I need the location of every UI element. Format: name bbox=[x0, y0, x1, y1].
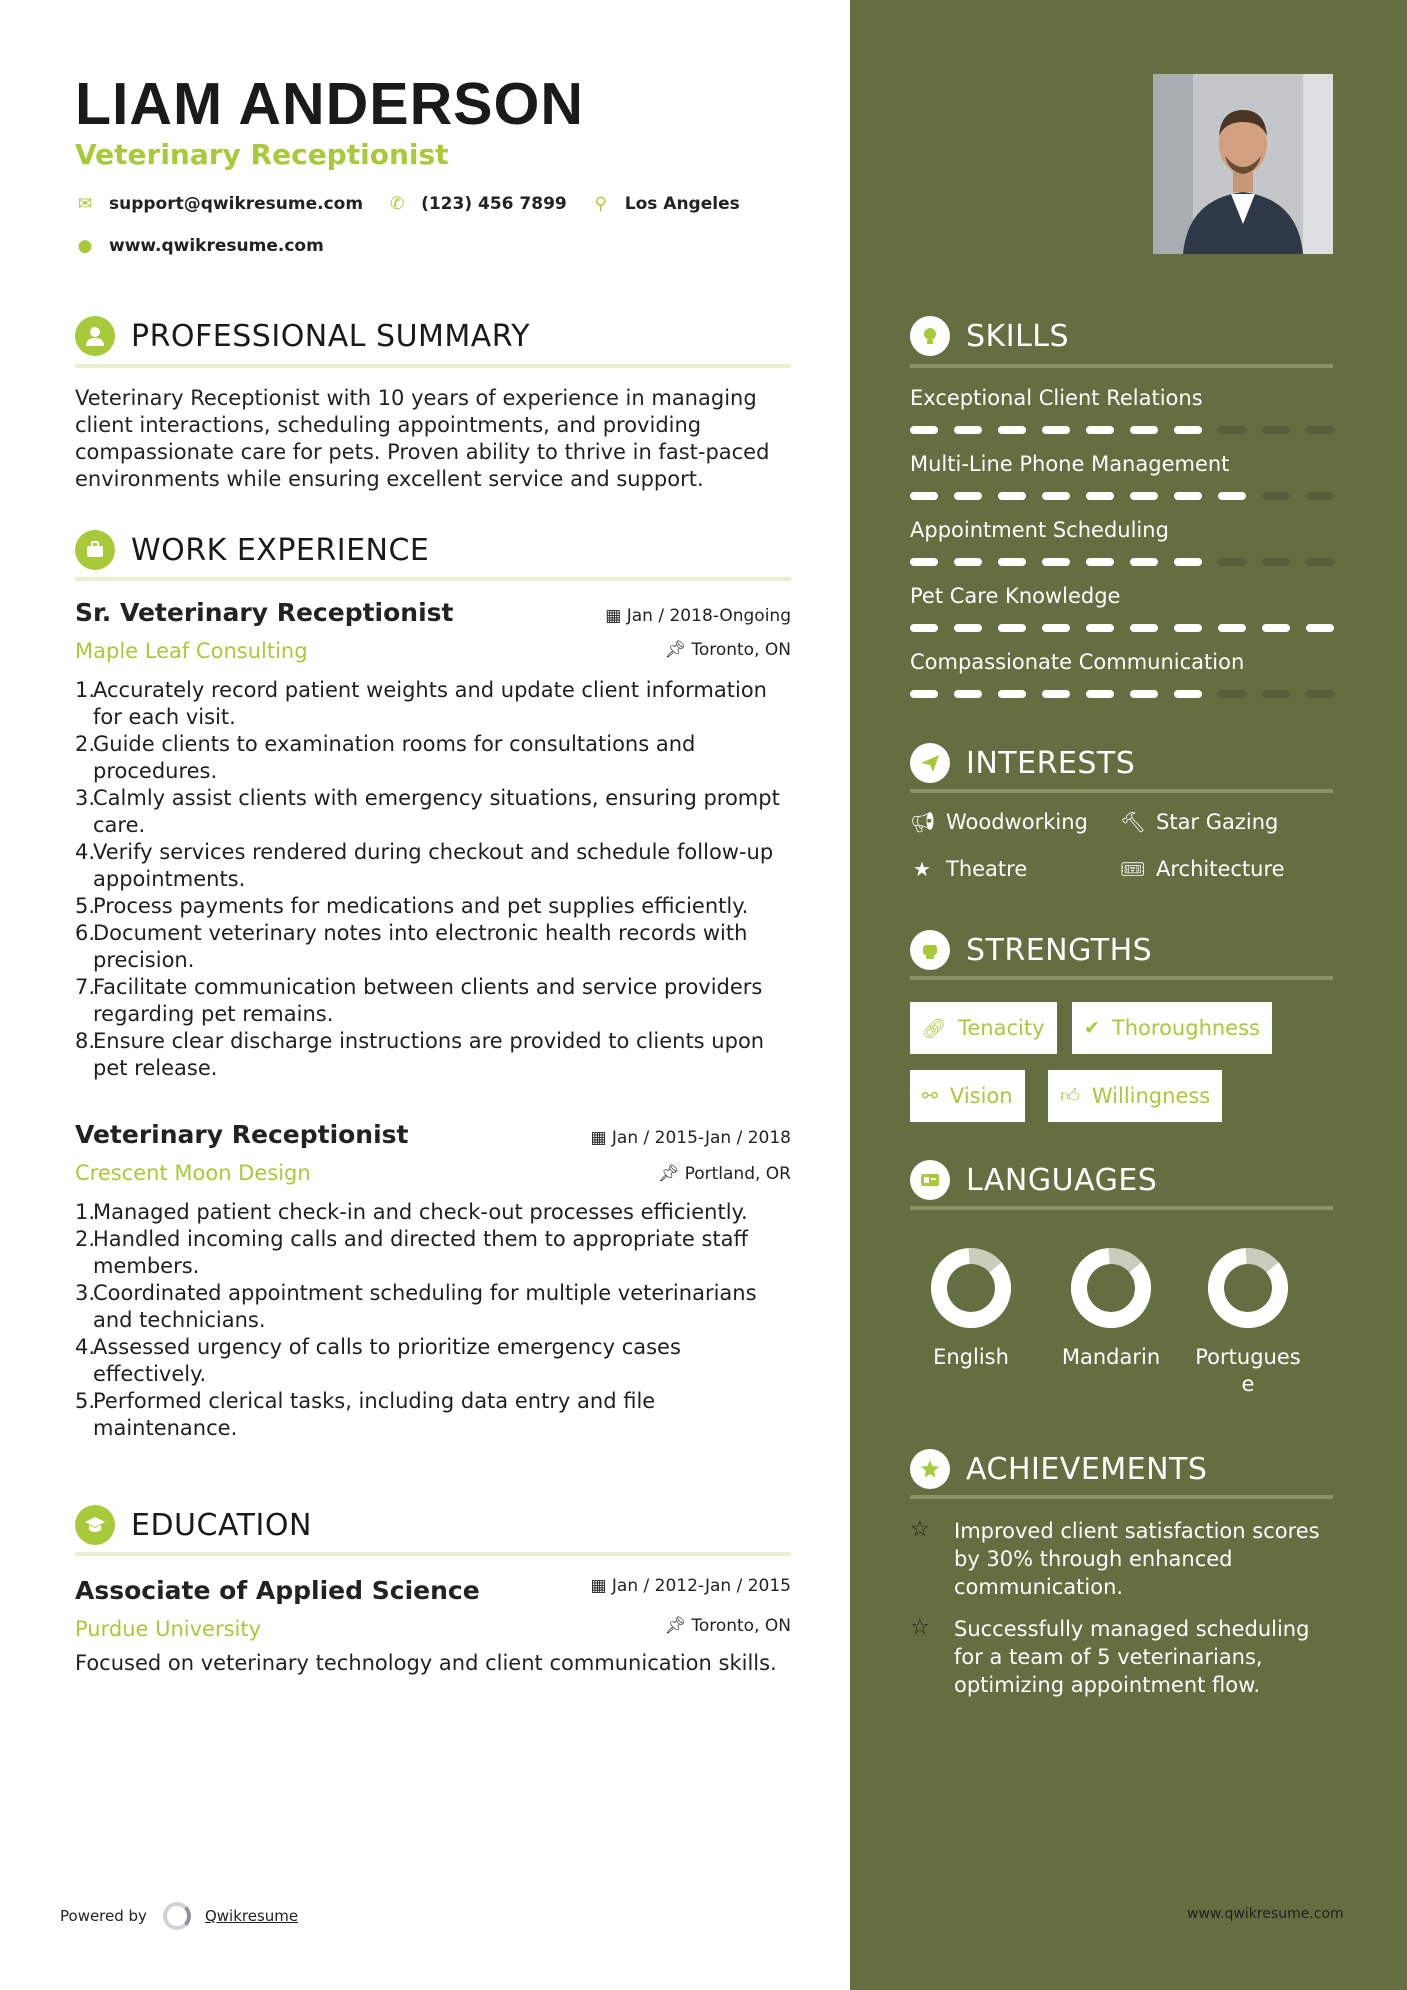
binoculars-icon: ⚯ bbox=[922, 1085, 938, 1107]
interests-rule bbox=[910, 789, 1333, 793]
interest-item: 📢︎ Woodworking bbox=[910, 810, 1088, 834]
skill-bar bbox=[910, 426, 1334, 434]
interest-item: 🎟︎ Architecture bbox=[1120, 857, 1285, 881]
skill-segment bbox=[1086, 492, 1114, 500]
star-icon: ★ bbox=[913, 857, 931, 881]
education-entry bbox=[75, 1576, 791, 1675]
list-item: 4. Verify services rendered during checkout and schedule follow-up appointments. bbox=[75, 840, 774, 891]
skill-segment bbox=[954, 558, 982, 566]
skill-segment bbox=[998, 558, 1026, 566]
phone-icon: ✆ bbox=[389, 194, 405, 214]
skill-bar bbox=[910, 492, 1334, 500]
skill-segment bbox=[1218, 492, 1246, 500]
list-item: 5. Performed clerical tasks, including data entry and file maintenance. bbox=[75, 1389, 656, 1440]
skill-segment bbox=[954, 624, 982, 632]
experience-rule bbox=[75, 577, 791, 581]
achievement-item: ☆ Successfully managed scheduling for a team of 5 veterinarians, optimizing appointment flow. bbox=[910, 1615, 1310, 1697]
education-date: ▦ Jan / 2012-Jan / 2015 bbox=[590, 1576, 791, 1596]
education-note: Focused on veterinary technology and client communication skills. bbox=[75, 1651, 777, 1675]
fist-icon bbox=[910, 930, 950, 970]
interest-item: 🔨︎ Star Gazing bbox=[1120, 810, 1279, 834]
job-location: 📌︎ Toronto, ON bbox=[664, 640, 791, 660]
job-date: ▦ Jan / 2015-Jan / 2018 bbox=[590, 1128, 791, 1148]
skill-label: Compassionate Communication bbox=[910, 650, 1245, 674]
job-entry-1 bbox=[75, 598, 791, 1082]
skill-segment bbox=[1086, 558, 1114, 566]
interest-item: ★ Theatre bbox=[910, 857, 1027, 881]
education-location: 📌︎ Toronto, ON bbox=[664, 1616, 791, 1636]
skill-bar bbox=[910, 690, 1334, 698]
job-date: ▦ Jan / 2018-Ongoing bbox=[605, 606, 791, 626]
skill-segment bbox=[1042, 492, 1070, 500]
languages-rule bbox=[910, 1206, 1333, 1210]
language-ring bbox=[1206, 1246, 1290, 1330]
achievements-heading: ACHIEVEMENTS bbox=[910, 1449, 1207, 1489]
list-item: 7. Facilitate communication between clients and service providers regarding pet remains. bbox=[75, 975, 763, 1026]
summary-heading: PROFESSIONAL SUMMARY bbox=[75, 316, 530, 356]
job-location: 📌︎ Portland, OR bbox=[657, 1164, 791, 1184]
skill-segment bbox=[1042, 690, 1070, 698]
strength-tag: 👍︎ Willingness bbox=[1048, 1070, 1222, 1122]
skill-segment bbox=[998, 426, 1026, 434]
globe-icon: ● bbox=[77, 236, 93, 256]
language-item: Mandarin bbox=[1051, 1246, 1171, 1371]
skill-segment bbox=[1218, 558, 1246, 566]
calendar-icon: ▦ bbox=[590, 1128, 612, 1148]
skill-segment bbox=[1218, 624, 1246, 632]
lightbulb-icon bbox=[910, 316, 950, 356]
skill-bar bbox=[910, 558, 1334, 566]
graduation-icon bbox=[75, 1505, 115, 1545]
skill-segment bbox=[1042, 624, 1070, 632]
job-duties bbox=[75, 677, 791, 1082]
education-rule bbox=[75, 1552, 791, 1556]
contact-row-2 bbox=[75, 236, 348, 256]
skill-segment bbox=[1306, 426, 1334, 434]
skill-segment bbox=[1174, 492, 1202, 500]
skill-segment bbox=[954, 492, 982, 500]
summary-rule bbox=[75, 364, 791, 368]
list-item: 6. Document veterinary notes into electronic health records with precision. bbox=[75, 921, 748, 972]
skill-bar bbox=[910, 624, 1334, 632]
skill-segment bbox=[1262, 426, 1290, 434]
pushpin-icon: 📌︎ bbox=[664, 640, 692, 660]
skill-segment bbox=[998, 624, 1026, 632]
skill-segment bbox=[1306, 624, 1334, 632]
degree: Associate of Applied Science bbox=[75, 1576, 480, 1605]
shooting-star-icon: ☆ bbox=[910, 1517, 930, 1542]
phone: (123) 456 7899 bbox=[421, 194, 567, 214]
job-title: Veterinary Receptionist bbox=[75, 1120, 409, 1149]
language-ring bbox=[929, 1246, 1013, 1330]
strength-tag: 🔗︎ Tenacity bbox=[910, 1002, 1057, 1054]
footer-site[interactable]: www.qwikresume.com bbox=[1187, 1906, 1344, 1922]
job-title: Sr. Veterinary Receptionist bbox=[75, 598, 454, 627]
school: Purdue University bbox=[75, 1617, 262, 1641]
language-card-icon bbox=[910, 1160, 950, 1200]
map-pin-icon: ⚲ bbox=[594, 194, 607, 214]
ticket-icon: 🎟︎ bbox=[1120, 857, 1146, 881]
gavel-icon: 🔨︎ bbox=[1120, 810, 1146, 834]
thumbs-up-icon: 👍︎ bbox=[1060, 1084, 1080, 1107]
skill-label: Appointment Scheduling bbox=[910, 518, 1169, 542]
achievements-rule bbox=[910, 1495, 1333, 1499]
qwikresume-logo-icon bbox=[163, 1902, 191, 1930]
skill-segment bbox=[1130, 624, 1158, 632]
skill-segment bbox=[1042, 426, 1070, 434]
skill-segment bbox=[1042, 558, 1070, 566]
language-item: English bbox=[911, 1246, 1031, 1371]
strengths-heading: STRENGTHS bbox=[910, 930, 1152, 970]
skill-segment bbox=[998, 492, 1026, 500]
interests-heading: INTERESTS bbox=[910, 743, 1135, 783]
skill-segment bbox=[1262, 624, 1290, 632]
skill-segment bbox=[1262, 690, 1290, 698]
list-item: 1. Accurately record patient weights and update client information for each visit. bbox=[75, 678, 767, 729]
skill-segment bbox=[1130, 558, 1158, 566]
skill-segment bbox=[1262, 492, 1290, 500]
skill-label: Pet Care Knowledge bbox=[910, 584, 1121, 608]
list-item: 1. Managed patient check-in and check-out processes efficiently. bbox=[75, 1200, 748, 1224]
email[interactable]: support@qwikresume.com bbox=[109, 194, 364, 214]
skill-label: Exceptional Client Relations bbox=[910, 386, 1203, 410]
list-item: 8. Ensure clear discharge instructions are provided to clients upon pet release. bbox=[75, 1029, 765, 1080]
job-company: Maple Leaf Consulting bbox=[75, 639, 308, 663]
check-icon: ✔ bbox=[1084, 1017, 1100, 1039]
skill-segment bbox=[910, 690, 938, 698]
skill-label: Multi-Line Phone Management bbox=[910, 452, 1230, 476]
list-item: 3. Calmly assist clients with emergency situations, ensuring prompt care. bbox=[75, 786, 780, 837]
skill-segment bbox=[1262, 558, 1290, 566]
skill-segment bbox=[910, 558, 938, 566]
powered-by: Powered by Qwikresume bbox=[60, 1902, 298, 1930]
pushpin-icon: 📌︎ bbox=[657, 1164, 685, 1184]
list-item: 2. Guide clients to examination rooms for consultations and procedures. bbox=[75, 732, 696, 783]
candidate-name: LIAM ANDERSON bbox=[75, 71, 585, 137]
skill-segment bbox=[1174, 690, 1202, 698]
education-heading: EDUCATION bbox=[75, 1505, 312, 1545]
list-item: 5. Process payments for medications and pet supplies efficiently. bbox=[75, 894, 749, 918]
briefcase-icon bbox=[75, 530, 115, 570]
calendar-icon: ▦ bbox=[605, 606, 627, 626]
skill-segment bbox=[1306, 492, 1334, 500]
job-duties bbox=[75, 1199, 791, 1442]
skill-segment bbox=[1130, 426, 1158, 434]
skill-segment bbox=[1174, 558, 1202, 566]
list-item: 4. Assessed urgency of calls to prioritize emergency cases effectively. bbox=[75, 1335, 681, 1386]
strength-tag: ⚯ Vision bbox=[910, 1070, 1025, 1122]
summary-text: Veterinary Receptionist with 10 years of experience in managing client interactions, scheduling appointments, and providing compassionate care for pets. Proven ability to thrive in fast-paced environments while ensuring excellent service and support. bbox=[75, 386, 770, 491]
experience-heading: WORK EXPERIENCE bbox=[75, 530, 429, 570]
strength-tag: ✔ Thoroughness bbox=[1072, 1002, 1272, 1054]
achievement-item: ☆ Improved client satisfaction scores by 30% through enhanced communication. bbox=[910, 1517, 1320, 1599]
skill-segment bbox=[998, 690, 1026, 698]
skill-segment bbox=[1306, 690, 1334, 698]
skill-segment bbox=[1130, 690, 1158, 698]
list-item: 2. Handled incoming calls and directed them to appropriate staff members. bbox=[75, 1227, 748, 1278]
qwikresume-link[interactable]: Qwikresume bbox=[204, 1907, 299, 1925]
skills-heading: SKILLS bbox=[910, 316, 1069, 356]
skill-segment bbox=[1174, 426, 1202, 434]
skill-segment bbox=[910, 492, 938, 500]
contact-row-1 bbox=[75, 194, 764, 214]
skill-segment bbox=[910, 426, 938, 434]
website[interactable]: www.qwikresume.com bbox=[109, 236, 324, 256]
skill-segment bbox=[1218, 690, 1246, 698]
job-company: Crescent Moon Design bbox=[75, 1161, 311, 1185]
candidate-title: Veterinary Receptionist bbox=[75, 138, 449, 171]
envelope-icon: ✉ bbox=[77, 194, 93, 214]
languages-heading: LANGUAGES bbox=[910, 1160, 1157, 1200]
job-entry-2 bbox=[75, 1120, 791, 1442]
star-badge-icon bbox=[910, 1449, 950, 1489]
strengths-rule bbox=[910, 976, 1333, 980]
profile-photo bbox=[1153, 74, 1333, 254]
skill-segment bbox=[1306, 558, 1334, 566]
skill-segment bbox=[1130, 492, 1158, 500]
calendar-icon: ▦ bbox=[590, 1576, 612, 1596]
skill-segment bbox=[1086, 690, 1114, 698]
link-icon: 🔗︎ bbox=[922, 1017, 947, 1040]
location: Los Angeles bbox=[624, 194, 740, 214]
skill-segment bbox=[1218, 426, 1246, 434]
language-ring bbox=[1069, 1246, 1153, 1330]
language-item: Portuguese bbox=[1192, 1246, 1304, 1398]
user-icon bbox=[75, 316, 115, 356]
skill-segment bbox=[1086, 624, 1114, 632]
skills-rule bbox=[910, 364, 1333, 368]
pushpin-icon: 📌︎ bbox=[664, 1616, 692, 1636]
bullhorn-icon: 📢︎ bbox=[910, 810, 936, 834]
shooting-star-icon: ☆ bbox=[910, 1615, 930, 1640]
skill-segment bbox=[954, 426, 982, 434]
skill-segment bbox=[1086, 426, 1114, 434]
skill-segment bbox=[954, 690, 982, 698]
skill-segment bbox=[910, 624, 938, 632]
paper-plane-icon bbox=[910, 743, 950, 783]
list-item: 3. Coordinated appointment scheduling for multiple veterinarians and technicians. bbox=[75, 1281, 757, 1332]
skill-segment bbox=[1174, 624, 1202, 632]
